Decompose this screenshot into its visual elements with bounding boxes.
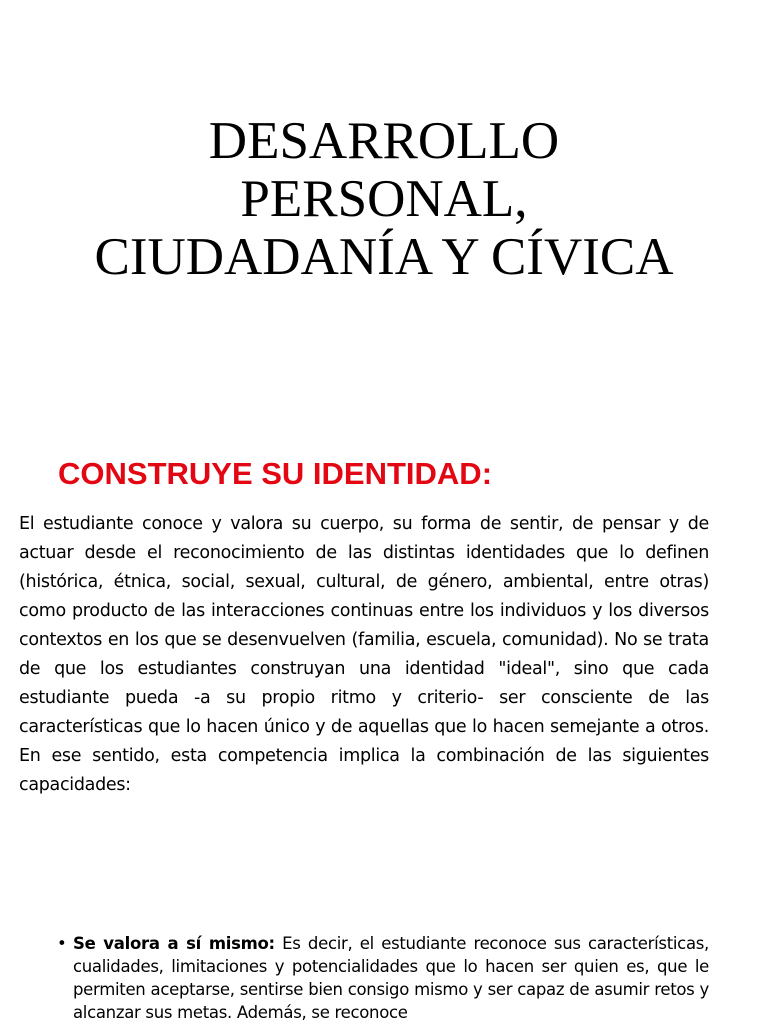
bullet-text <box>73 932 709 1024</box>
title-line: PERSONAL, <box>240 170 528 228</box>
title-line: CIUDADANÍA Y CÍVICA <box>94 228 674 286</box>
body-paragraph: El estudiante conoce y valora su cuerpo, su forma de sentir, de pensar y de actuar desde el reconocimiento de las distintas identidades que lo definen (histórica, étnica, social, sexual, cultural, de género, ambiental, entre otras) como producto de las interacciones continuas entre los individuos y los diversos contextos en los que se desenvuelven (familia, escuela, comunidad). No se trata de que los estudiantes construyan una identidad "ideal", sino que cada estudiante pueda -a su propio ritmo y criterio- ser consciente de las características que lo hacen único y de aquellas que lo hacen semejante a otros. En ese sentido, esta competencia implica la combinación de las siguientes capacidades: <box>19 514 709 795</box>
title-line: DESARROLLO <box>208 112 560 170</box>
bullet-item <box>57 932 709 1024</box>
bullet-marker: • <box>57 934 67 953</box>
page-title <box>0 112 768 286</box>
bullet-description: Es decir, el estudiante reconoce sus características, cualidades, limitaciones y potencialidades que lo hacen ser quien es, que le permiten aceptarse, sentirse bien consigo mismo y ser capaz de asumir retos y alcanzar sus metas. Además, se reconoce <box>73 934 709 1022</box>
bullet-term: Se valora a sí mismo: <box>73 934 275 953</box>
section-heading: CONSTRUYE SU IDENTIDAD: <box>58 456 493 491</box>
